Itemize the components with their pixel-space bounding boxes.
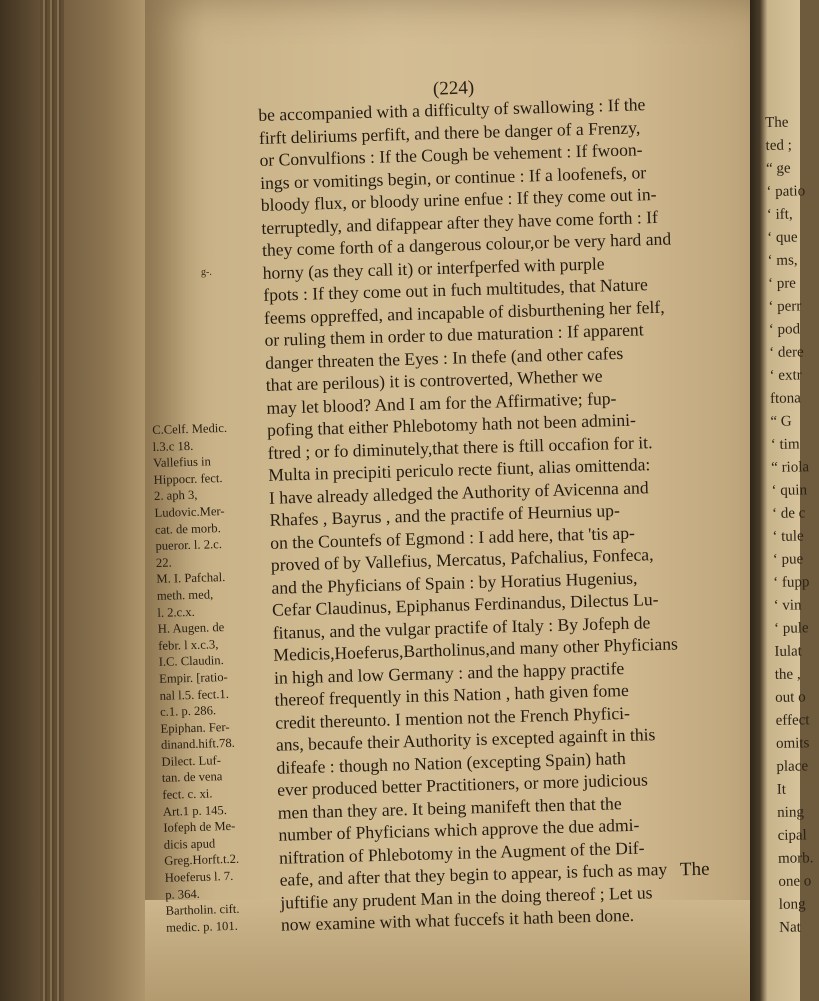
facing-page-line: ‘ perr [768, 298, 802, 315]
main-text-block [258, 91, 741, 936]
marginal-note-line: Greg.Horft.t.2. [164, 852, 240, 869]
marginal-note-line: dicis apud [163, 836, 216, 852]
text-line: that are perilous) it is controverted, Whether we [265, 365, 603, 395]
text-line: horny (as they call it) or interfperfed with purple [262, 252, 605, 283]
marginal-note-line: 2. aph 3, [153, 488, 198, 504]
text-line: ans, becaufe their Authority is excepted againft in this [275, 724, 656, 755]
facing-page-line: “ ge [765, 160, 791, 177]
page-number: (224) [432, 77, 475, 100]
facing-page-line: “ riola [771, 459, 810, 476]
text-line: on the Countefs of Egmond : I add here, that 'tis ap- [269, 522, 636, 553]
facing-page-line: ted ; [765, 137, 792, 154]
facing-page-line: effect [775, 712, 810, 729]
facing-page-line: ftona [769, 390, 801, 407]
facing-page-line: ‘ pod [768, 321, 801, 338]
marginal-note-line: M. I. Pafchal. [156, 570, 226, 587]
marginal-note-line: Ludovic.Mer- [154, 503, 225, 520]
marginal-notes [152, 419, 268, 936]
text-line: terruptedly, and difappear after they have come forth : If [261, 206, 659, 238]
marginal-note-line: meth. med, [156, 587, 214, 603]
facing-page-line: ‘ pue [772, 551, 804, 568]
text-line: ftred ; or fo diminutely,that there is ftill occafion for it. [267, 431, 653, 463]
marginal-note-line: nal l.5. fect.1. [159, 686, 230, 703]
facing-page-line: ‘ de c [771, 505, 806, 522]
text-line: in high and low Germany : and the happy practife [273, 657, 625, 688]
text-line: ings or vomitings begin, or continue : If a loofenefs, or [259, 161, 647, 193]
marginal-note-line: C.Celf. Medic. [152, 420, 228, 437]
text-line: juftifie any prudent Man in the doing thereof ; Let us [280, 881, 653, 913]
text-line: Medicis,Hoeferus,Bartholinus,and many other Phyficians [273, 633, 679, 665]
text-line: Multa in precipiti periculo recte fiunt, alias omittenda: [268, 454, 651, 485]
facing-page-line: out o [775, 689, 806, 706]
marginal-note-line: Hippocr. fect. [153, 470, 223, 487]
facing-page-line: ‘ pre [767, 275, 797, 292]
marginal-note-line: tan. de vena [161, 769, 223, 786]
facing-page-line: cipal [777, 827, 807, 844]
text-line: credit thereunto. I mention not the French Phyfici- [274, 702, 631, 733]
stray-mark: g-. [201, 267, 212, 278]
marginal-note-line: fect. c. xi. [162, 786, 213, 802]
text-line: fitanus, and the vulgar practife of Italy : By Jofeph de [272, 611, 651, 643]
text-line: ever produced better Practitioners, or more judicious [276, 769, 649, 800]
facing-page-line: It [776, 781, 787, 798]
facing-page-line: ‘ tim [770, 436, 800, 453]
facing-page-line: ‘ que [767, 229, 798, 246]
marginal-note-line: Empir. [ratio- [158, 669, 228, 686]
marginal-note-line: c.1. p. 286. [159, 703, 217, 719]
text-line: may let blood? And I am for the Affirmative; fup- [266, 387, 617, 418]
catchword: The [679, 858, 710, 881]
text-line: danger threaten the Eyes : In thefe (and other cafes [264, 342, 624, 373]
marginal-note-line: pueror. l. 2.c. [155, 537, 223, 554]
text-line: difeafe : though no Nation (excepting Spain) hath [276, 747, 627, 778]
marginal-note-line: Hoeferus l. 7. [164, 868, 234, 885]
marginal-note-line: medic. p. 101. [165, 918, 238, 935]
text-line: proved of by Vallefius, Mercatus, Pafchalius, Fonfeca, [270, 544, 654, 575]
facing-page-line: morb. [777, 850, 814, 867]
marginal-note-line: p. 364. [165, 886, 201, 902]
text-line: I have already alledged the Authority of Avicenna and [268, 476, 649, 508]
book-gutter [0, 0, 150, 1001]
facing-page-line: ning [777, 804, 805, 821]
facing-page-line: place [776, 758, 809, 775]
text-line: Cefar Claudinus, Epiphanus Ferdinandus, Dilectus Lu- [271, 589, 659, 620]
text-line: and the Phyficians of Spain : by Horatius Hugenius, [271, 567, 638, 598]
facing-page-line: ‘ patio [766, 183, 806, 200]
facing-page-line: ‘ ift, [766, 206, 793, 223]
facing-page-line: ‘ ms, [767, 252, 798, 269]
facing-page-line: the , [774, 666, 801, 683]
text-line: Rhafes , Bayrus , and the practife of Heurnius up- [269, 500, 621, 530]
marginal-note-line: Dilect. Luf- [161, 753, 222, 769]
text-line: thereof frequently in this Nation , hath given fome [274, 679, 630, 710]
facing-page-line: The [765, 114, 789, 131]
text-line: or Convulfions : If the Cough be vehement : If fwoon- [259, 139, 643, 170]
marginal-note-line: l.3.c 18. [152, 438, 194, 454]
marginal-note-line: dinand.hift.78. [160, 736, 236, 753]
marginal-note-line: Bartholin. cift. [165, 901, 240, 919]
facing-page-line: long [778, 896, 806, 913]
text-line: feems oppreffed, and incapable of disburthening her felf, [263, 296, 665, 328]
marginal-note-line: H. Augen. de [157, 620, 225, 637]
facing-page-line: ‘ quin [771, 482, 808, 499]
text-line: or ruling them in order to due maturation : If apparent [264, 319, 644, 350]
facing-page-line: one o [778, 873, 812, 890]
marginal-note-line: febr. l x.c.3, [158, 636, 219, 653]
marginal-note-line: cat. de morb. [154, 520, 221, 537]
marginal-note-line: Iofeph de Me- [163, 819, 236, 836]
text-line: be accompanied with a difficulty of swallowing : If the [258, 94, 646, 125]
text-line: men than they are. It being manifeft then that the [277, 792, 622, 823]
text-line: they come forth of a dangerous colour,or be very hard and [261, 228, 672, 260]
facing-page-line: ‘ dere [769, 344, 804, 361]
facing-page-line: ‘ vin [773, 597, 802, 614]
facing-page-line: Nat [779, 919, 802, 936]
marginal-note-line: l. 2.c.x. [157, 604, 195, 620]
marginal-note-line: I.C. Claudin. [158, 653, 224, 670]
facing-page-line: “ G [770, 413, 792, 430]
facing-page-line: Iulat [774, 643, 803, 660]
marginal-note-line: Epiphan. Fer- [160, 719, 230, 736]
page-edges [40, 0, 64, 1001]
text-line: bloody flux, or bloody urine enfue : If they come out in- [260, 183, 657, 215]
text-line: number of Phyficians which approve the due admi- [278, 814, 640, 845]
facing-page-line: ‘ pule [773, 620, 809, 637]
marginal-note-line: 22. [155, 555, 172, 570]
text-line: pofing that either Phlebotomy hath not been admini- [266, 409, 637, 440]
marginal-note-line: Art.1 p. 145. [162, 802, 228, 819]
text-line: firft deliriums perfift, and there be danger of a Frenzy, [258, 116, 641, 148]
facing-page-line: ‘ extr [769, 367, 802, 384]
facing-page-line: ‘ tule [772, 528, 804, 545]
marginal-note-line: Vallefius in [152, 454, 212, 471]
text-line: eafe, and after that they begin to appear, is fuch as may [279, 858, 668, 890]
facing-page-line: omits [775, 735, 810, 752]
text-line: fpots : If they come out in fuch multitudes, that Nature [263, 274, 648, 305]
text-line: niftration of Phlebotomy in the Augment of the Dif- [278, 837, 645, 868]
facing-page-line: ‘ fupp [773, 574, 810, 591]
text-line: now examine with what fuccefs it hath been done. [280, 904, 635, 935]
